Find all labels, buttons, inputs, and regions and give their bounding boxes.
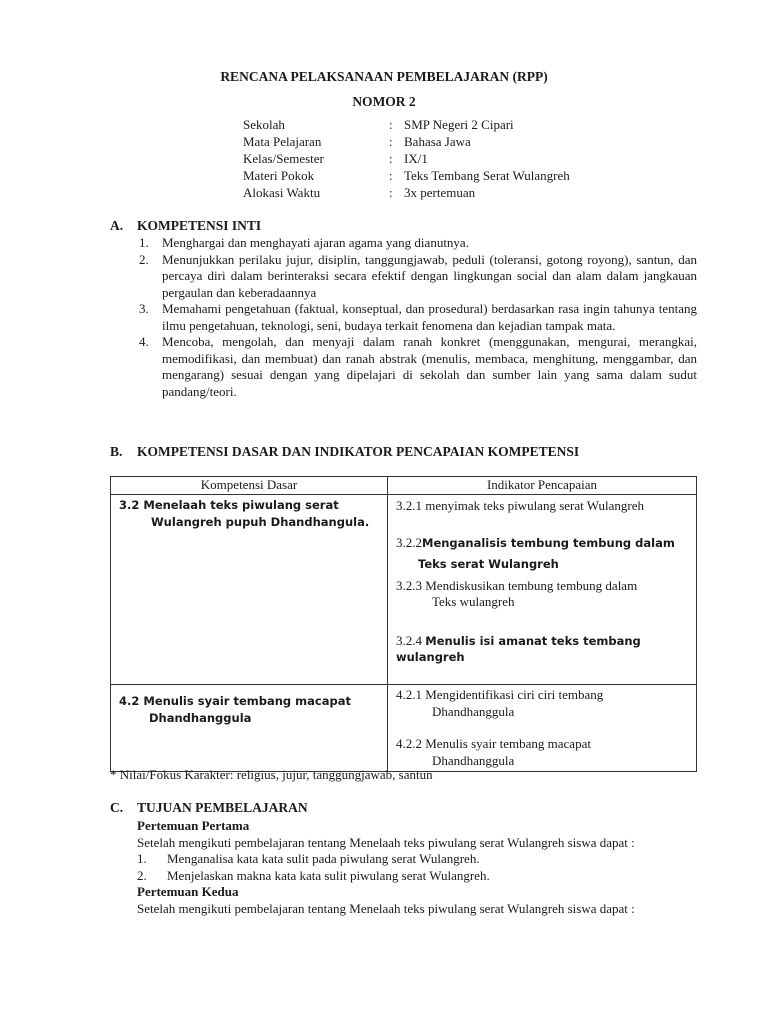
meeting-1-intro: Setelah mengikuti pembelajaran tentang Menelaah teks piwulang serat Wulangreh siswa dapat :: [137, 834, 635, 850]
indicator-text: Teks wulangreh: [432, 594, 515, 609]
ki-item: [139, 301, 697, 334]
kd-cell: [111, 685, 388, 772]
objective-text: Menganalisa kata kata sulit pada piwulang serat Wulangreh.: [167, 851, 480, 866]
section-b-heading: [110, 444, 579, 461]
ki-number: 3.: [139, 301, 149, 316]
indicator-text: 3.2.3 Mendiskusikan tembung tembung dalam: [396, 577, 638, 593]
meeting-2-title: Pertemuan Kedua: [137, 884, 239, 899]
table-row: [111, 495, 697, 685]
meta-row: [243, 168, 570, 185]
kd-cell: [111, 495, 388, 685]
meta-row: [243, 185, 570, 202]
section-title: KOMPETENSI INTI: [137, 218, 262, 233]
doc-number: NOMOR 2: [352, 94, 416, 109]
ki-number: 4.: [139, 334, 149, 349]
meta-row: [243, 151, 570, 168]
meta-label: Alokasi Waktu: [243, 185, 321, 200]
indicator-text: Dhandhanggula: [432, 752, 515, 768]
kd-indicator-table: [110, 476, 697, 772]
table-header-row: [111, 477, 697, 495]
identity-block: [243, 117, 570, 202]
objective-item: [137, 851, 697, 868]
meta-colon: :: [389, 168, 393, 183]
ki-item: [139, 334, 697, 400]
section-letter: B.: [110, 444, 123, 459]
ki-text: Memahami pengetahuan (faktual, konseptual, dan prosedural) berdasarkan rasa ingin tahunya tentang ilmu pengetahuan, teknologi, seni, budaya terkait fenomena dan kejadian tampak mata.: [162, 301, 697, 333]
header-indikator: Indikator Pencapaian: [388, 477, 697, 495]
ki-text: Menunjukkan perilaku jujur, disiplin, tanggungjawab, peduli (toleransi, gotong royong), santun, dan percaya diri dalam berinteraksi secara efektif dengan lingkungan social dan alam dalam jangkauan pergaulan dan keberadaannya: [162, 251, 697, 300]
section-c-heading: [110, 800, 308, 817]
meeting-1-title: Pertemuan Pertama: [137, 818, 250, 833]
ki-text: Mencoba, mengolah, dan menyaji dalam ranah konkret (menggunakan, mengurai, merangkai, memodifikasi, dan membuat) dan ranah abstrak (menulis, membaca, menghitung, menggambar, dan mengarang) sesuai dengan yang dipelajari di sekolah dan sumber lain yang sama dalam sudut pandang/teori.: [162, 334, 697, 399]
meta-value: SMP Negeri 2 Cipari: [404, 117, 514, 132]
meta-colon: :: [389, 151, 393, 166]
meta-value: Teks Tembang Serat Wulangreh: [404, 168, 570, 183]
meta-colon: :: [389, 117, 393, 132]
indicator-text: 4.2.2 Menulis syair tembang macapat: [396, 736, 591, 751]
indicator-line: 3.2.2Menganalisis tembung tembung dalam: [396, 534, 675, 550]
indicator-cell: [388, 495, 697, 685]
indicator-text: 4.2.1 Mengidentifikasi ciri ciri tembang: [396, 687, 604, 702]
meta-label: Sekolah: [243, 117, 285, 132]
tujuan-block: [137, 818, 697, 917]
section-title: KOMPETENSI DASAR DAN INDIKATOR PENCAPAIAN KOMPETENSI: [137, 444, 580, 459]
objective-item: [137, 868, 697, 885]
indicator-line: 3.2.4 Menulis isi amanat teks tembang wulangreh: [396, 632, 641, 664]
meta-value: Bahasa Jawa: [404, 134, 471, 149]
meta-colon: :: [389, 134, 393, 149]
indicator-cell: [388, 685, 697, 772]
meta-value: 3x pertemuan: [404, 185, 476, 200]
table-row: [111, 685, 697, 772]
indicator-text: Dhandhanggula: [432, 703, 515, 719]
kd-text: 3.2 Menelaah teks piwulang serat Wulangreh pupuh Dhandhangula.: [119, 498, 370, 529]
meta-label: Materi Pokok: [243, 168, 315, 183]
section-a-heading: [110, 218, 261, 235]
meta-row: [243, 134, 570, 151]
objective-number: 1.: [137, 851, 147, 866]
ki-number: 2.: [139, 251, 149, 267]
character-note: * Nilai/Fokus Karakter: religius, jujur, tanggungjawab, santun: [110, 767, 433, 782]
section-letter: C.: [110, 800, 124, 815]
indicator-text: Teks serat Wulangreh: [418, 557, 559, 571]
section-title: TUJUAN PEMBELAJARAN: [137, 800, 308, 815]
meta-label: Kelas/Semester: [243, 151, 324, 166]
objective-number: 2.: [137, 867, 147, 883]
header-kompetensi-dasar: Kompetensi Dasar: [111, 477, 388, 495]
ki-item: [139, 235, 697, 252]
ki-number: 1.: [139, 235, 149, 250]
kd-text: 4.2 Menulis syair tembang macapat Dhandhanggula: [119, 694, 351, 725]
meta-colon: :: [389, 185, 393, 200]
section-letter: A.: [110, 218, 124, 233]
kompetensi-inti-list: [139, 235, 697, 400]
ki-item: [139, 252, 697, 302]
indicator-text: 3.2.1 menyimak teks piwulang serat Wulangreh: [396, 498, 644, 513]
meta-value: IX/1: [404, 151, 428, 166]
meta-row: [243, 117, 570, 134]
meeting-2-intro: Setelah mengikuti pembelajaran tentang Menelaah teks piwulang serat Wulangreh siswa dapat :: [137, 900, 635, 916]
meta-label: Mata Pelajaran: [243, 134, 322, 149]
objective-text: Menjelaskan makna kata kata sulit piwulang serat Wulangreh.: [167, 867, 490, 883]
doc-title: RENCANA PELAKSANAAN PEMBELAJARAN (RPP): [220, 69, 548, 84]
ki-text: Menghargai dan menghayati ajaran agama yang dianutnya.: [162, 235, 469, 250]
